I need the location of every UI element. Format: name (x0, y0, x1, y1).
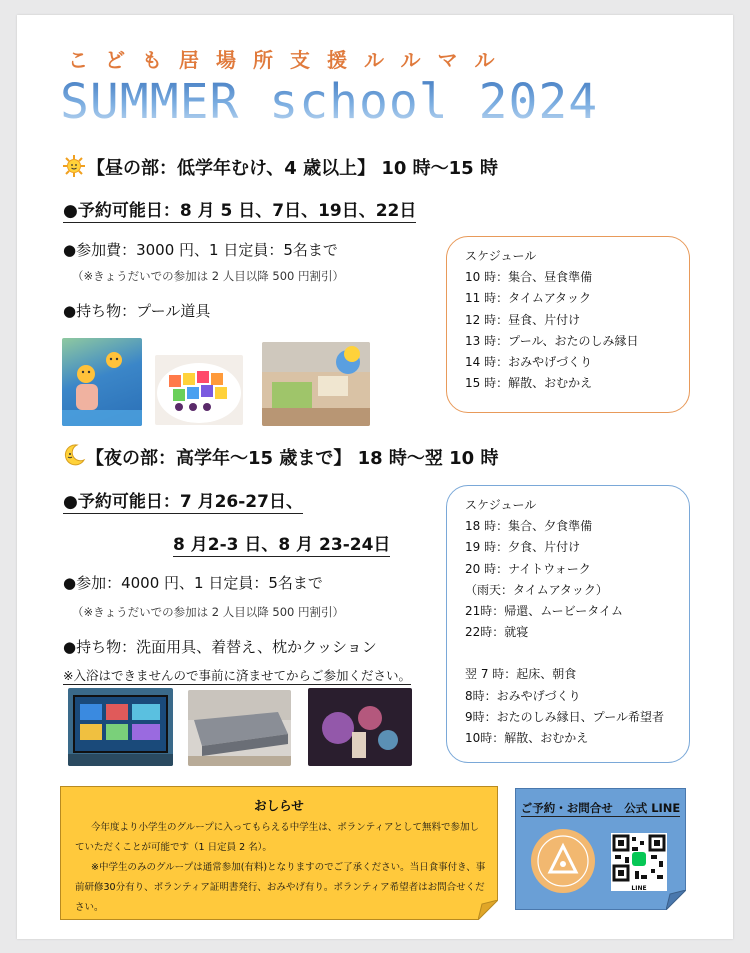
mattress-photo (188, 690, 291, 766)
day-schedule-item: 12 時：昼食、片付け (465, 312, 581, 327)
night-schedule-item: 22時：就寝 (465, 625, 529, 640)
night-schedule-item: （雨天：タイムアタック） (465, 582, 608, 597)
night-event-photo (308, 688, 412, 766)
day-schedule-item: 13 時：プール、おたのしみ縁日 (465, 333, 639, 348)
night-schedule-item: 21時：帰還、ムービータイム (465, 604, 623, 619)
flyer-title: SUMMER school 2024 (60, 74, 599, 130)
night-schedule-box (446, 485, 690, 763)
sun-icon (62, 154, 86, 178)
night-schedule-item: 翌 7 時：起床、朝食 (465, 667, 577, 682)
night-items: ●持ち物：洗面用具、着替え、枕かクッション (63, 638, 377, 656)
tv-photo (68, 688, 173, 766)
organization-name: こども居場所支援ルルマル (68, 48, 512, 72)
jelly-skewer-photo (155, 355, 243, 425)
craft-table-photo (262, 342, 370, 426)
day-schedule-item: 15 時：解散、おむかえ (465, 376, 593, 391)
night-schedule-item: 8時：おみやげづくり (465, 688, 581, 703)
qr-label: LINE (631, 885, 647, 892)
night-dates-line1: ●予約可能日：7 月26-27日、 (63, 492, 303, 512)
line-qr-code[interactable] (611, 833, 667, 891)
day-schedule-title: スケジュール (465, 249, 537, 263)
night-schedule-item: 19 時：夕食、片付け (465, 540, 581, 555)
night-schedule-spacer (465, 643, 689, 664)
lulumaru-logo (530, 828, 596, 894)
pool-photo (62, 338, 142, 426)
day-heading: 【昼の部：低学年むけ、4 歳以上】 10 時～15 時 (87, 158, 498, 179)
day-discount: （※きょうだいでの参加は 2 人目以降 500 円割引） (72, 269, 345, 283)
notice-paragraph-1: 今年度より小学生のグループに入ってもらえる中学生は、ボランティアとして無料で参加していただくことが可能です（1 日定員 2 名）。 (75, 822, 479, 853)
night-fee: ●参加：4000 円、1 日定員：5名まで (63, 574, 323, 592)
night-schedule-item: 10時：解散、おむかえ (465, 731, 589, 746)
day-fee: ●参加費：3000 円、1 日定員：5名まで (63, 241, 338, 259)
day-items: ●持ち物：プール道具 (63, 302, 211, 320)
contact-title: ご予約・お問合せ 公式 LINE (520, 801, 681, 815)
night-schedule-title: スケジュール (465, 498, 537, 512)
contact-page-curl (666, 890, 686, 910)
day-dates: ●予約可能日：8 月 5 日、7日、19日、22日 (63, 201, 417, 221)
night-schedule-item: 20 時：ナイトウォーク (465, 561, 591, 576)
night-heading: 【夜の部：高学年～15 歳まで】 18 時～翌 10 時 (86, 448, 499, 469)
moon-icon (62, 443, 86, 467)
day-schedule-item: 14 時：おみやげづくり (465, 355, 593, 370)
notice-page-curl (478, 900, 498, 920)
night-schedule-item: 18 時：集合、夕食準備 (465, 519, 593, 534)
night-bath-note: ※入浴はできませんので事前に済ませてからご参加ください。 (63, 668, 411, 683)
day-schedule-box (446, 236, 690, 413)
night-schedule-item: 9時：おたのしみ縁日、プール希望者 (465, 709, 665, 724)
notice-paragraph-2: ※中学生のみのグループは通常参加(有料)となりますのでご了承ください。当日食事付き、事前研修30分有り、ボランティア証明書発行、おみやげ有り。ボランティア希望者はお問合せください。 (75, 862, 486, 913)
night-discount: （※きょうだいでの参加は 2 人目以降 500 円割引） (72, 605, 345, 619)
day-schedule-item: 10 時：集合、昼食準備 (465, 270, 593, 285)
night-dates-line2: 8 月2-3 日、8 月 23-24日 (173, 535, 391, 555)
notice-title: おしらせ (254, 798, 304, 813)
notice-box (60, 786, 498, 920)
day-schedule-item: 11 時：タイムアタック (465, 291, 592, 306)
